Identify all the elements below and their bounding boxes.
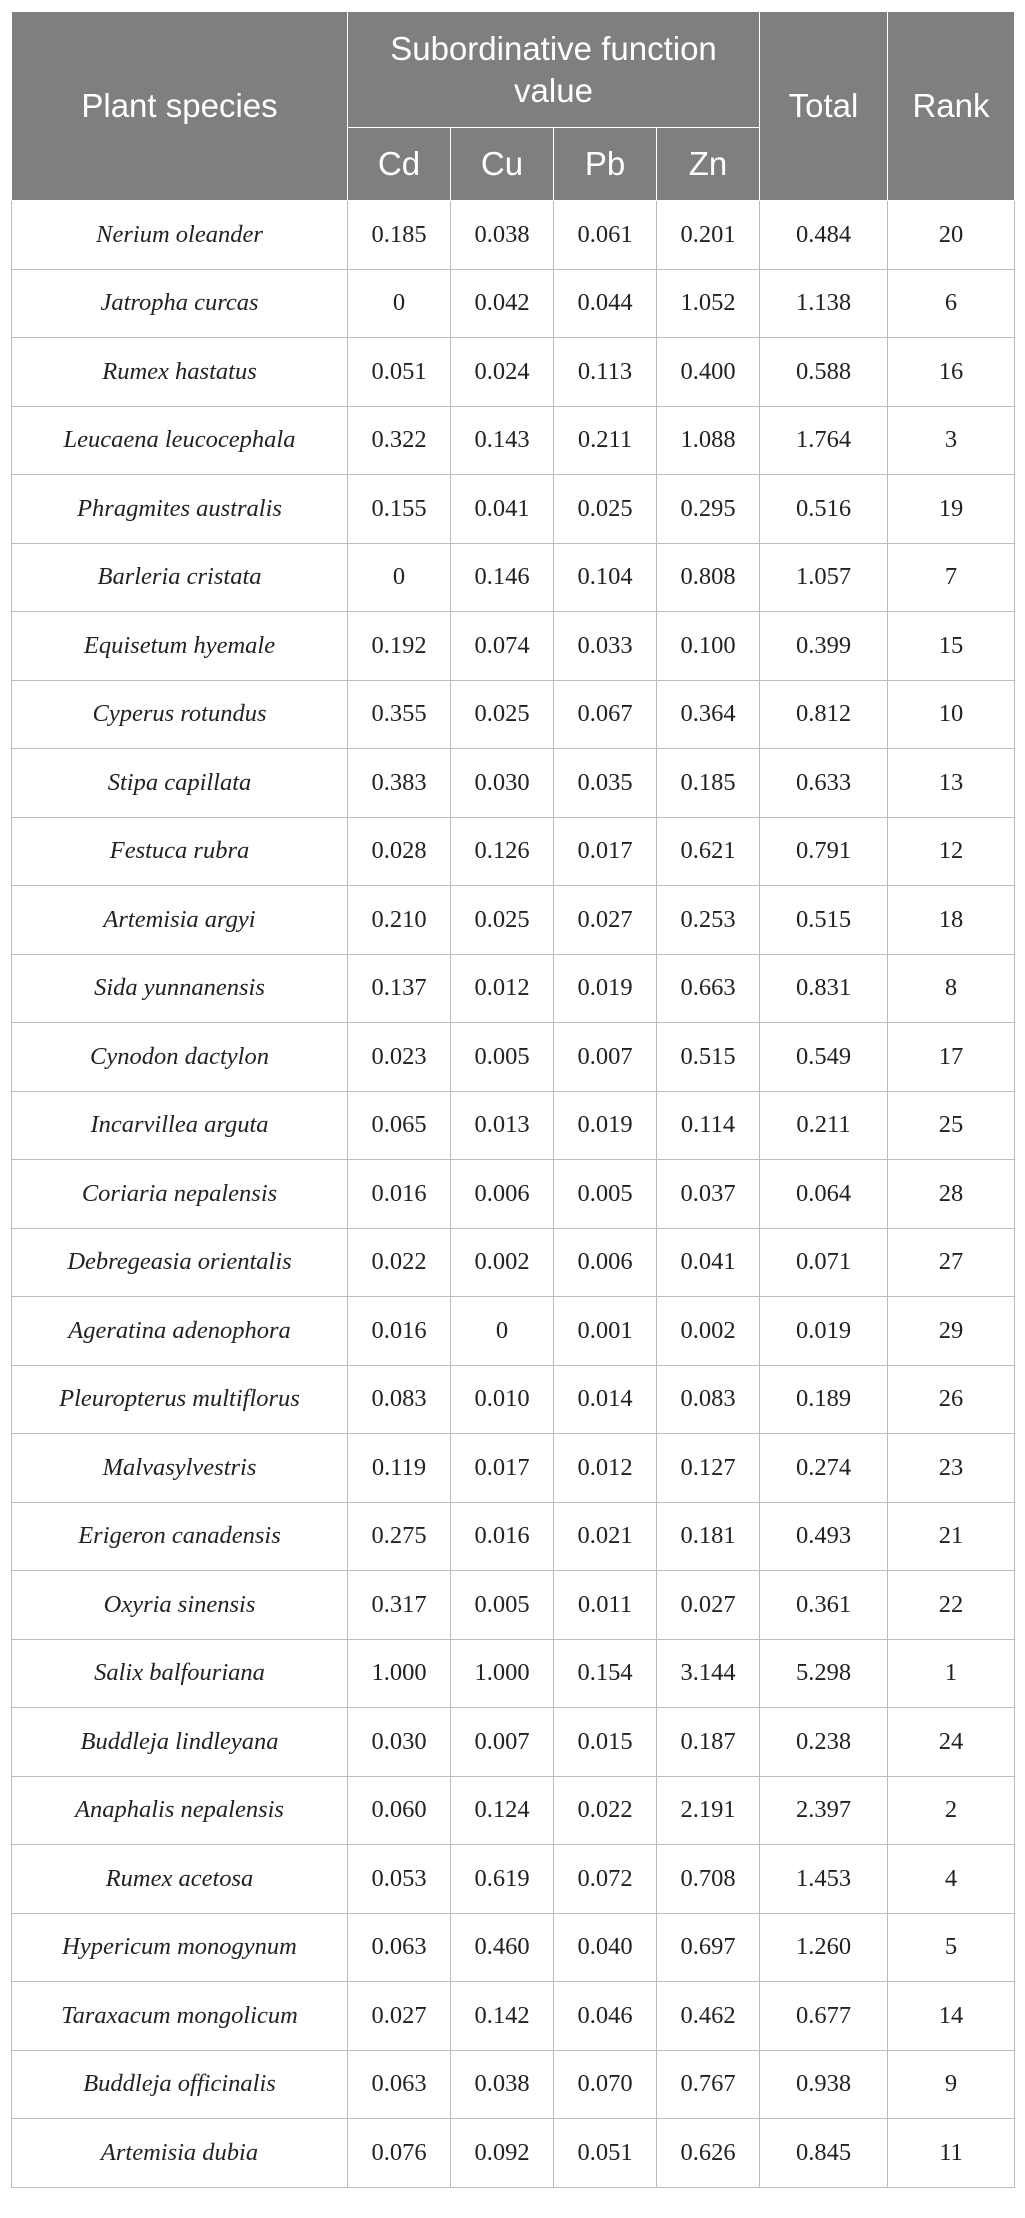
table-row [12, 543, 1015, 612]
cell-zn: 1.052 [657, 269, 760, 338]
table-row [12, 1228, 1015, 1297]
table-row [12, 2050, 1015, 2119]
cell-plant-species: Artemisia argyi [12, 886, 348, 955]
cell-cu: 0.146 [451, 543, 554, 612]
cell-rank: 7 [888, 543, 1015, 612]
table-row [12, 406, 1015, 475]
cell-plant-species: Jatropha curcas [12, 269, 348, 338]
cell-cu: 0.013 [451, 1091, 554, 1160]
cell-cu: 0.006 [451, 1160, 554, 1229]
cell-pb: 0.019 [554, 1091, 657, 1160]
data-table-container [11, 11, 1014, 2188]
cell-rank: 10 [888, 680, 1015, 749]
table-row [12, 1023, 1015, 1092]
table-body [12, 201, 1015, 2188]
cell-pb: 0.014 [554, 1365, 657, 1434]
cell-cd: 0.275 [348, 1502, 451, 1571]
cell-pb: 0.067 [554, 680, 657, 749]
cell-zn: 0.185 [657, 749, 760, 818]
cell-pb: 0.072 [554, 1845, 657, 1914]
cell-total: 0.515 [760, 886, 888, 955]
cell-total: 0.845 [760, 2119, 888, 2188]
cell-pb: 0.046 [554, 1982, 657, 2051]
cell-cu: 0.142 [451, 1982, 554, 2051]
cell-rank: 1 [888, 1639, 1015, 1708]
cell-pb: 0.061 [554, 201, 657, 270]
cell-cu: 0.010 [451, 1365, 554, 1434]
cell-rank: 21 [888, 1502, 1015, 1571]
cell-pb: 0.154 [554, 1639, 657, 1708]
cell-pb: 0.104 [554, 543, 657, 612]
cell-total: 0.831 [760, 954, 888, 1023]
cell-zn: 0.462 [657, 1982, 760, 2051]
cell-cd: 0.119 [348, 1434, 451, 1503]
table-row [12, 269, 1015, 338]
cell-plant-species: Taraxacum mongolicum [12, 1982, 348, 2051]
cell-pb: 0.017 [554, 817, 657, 886]
cell-cu: 0 [451, 1297, 554, 1366]
cell-plant-species: Festuca rubra [12, 817, 348, 886]
cell-plant-species: Sida yunnanensis [12, 954, 348, 1023]
cell-zn: 0.626 [657, 2119, 760, 2188]
cell-total: 0.791 [760, 817, 888, 886]
cell-rank: 14 [888, 1982, 1015, 2051]
cell-zn: 0.621 [657, 817, 760, 886]
cell-plant-species: Artemisia dubia [12, 2119, 348, 2188]
table-row [12, 1982, 1015, 2051]
cell-rank: 27 [888, 1228, 1015, 1297]
cell-total: 0.516 [760, 475, 888, 544]
table-row [12, 1639, 1015, 1708]
cell-total: 0.064 [760, 1160, 888, 1229]
cell-zn: 0.114 [657, 1091, 760, 1160]
cell-cu: 0.092 [451, 2119, 554, 2188]
cell-total: 0.549 [760, 1023, 888, 1092]
cell-cd: 0.192 [348, 612, 451, 681]
cell-zn: 0.663 [657, 954, 760, 1023]
cell-plant-species: Stipa capillata [12, 749, 348, 818]
cell-cu: 0.042 [451, 269, 554, 338]
cell-rank: 13 [888, 749, 1015, 818]
cell-cd: 0.155 [348, 475, 451, 544]
cell-cu: 0.025 [451, 886, 554, 955]
table-row [12, 954, 1015, 1023]
cell-cd: 0.051 [348, 338, 451, 407]
cell-cu: 0.025 [451, 680, 554, 749]
cell-cd: 0.083 [348, 1365, 451, 1434]
cell-total: 1.764 [760, 406, 888, 475]
cell-pb: 0.027 [554, 886, 657, 955]
cell-plant-species: Debregeasia orientalis [12, 1228, 348, 1297]
cell-cd: 0.210 [348, 886, 451, 955]
cell-cu: 0.024 [451, 338, 554, 407]
cell-cu: 0.002 [451, 1228, 554, 1297]
cell-pb: 0.005 [554, 1160, 657, 1229]
cell-pb: 0.011 [554, 1571, 657, 1640]
cell-rank: 19 [888, 475, 1015, 544]
cell-rank: 15 [888, 612, 1015, 681]
cell-zn: 3.144 [657, 1639, 760, 1708]
cell-plant-species: Coriaria nepalensis [12, 1160, 348, 1229]
cell-zn: 0.808 [657, 543, 760, 612]
cell-cd: 0.023 [348, 1023, 451, 1092]
cell-zn: 0.708 [657, 1845, 760, 1914]
cell-zn: 0.253 [657, 886, 760, 955]
cell-rank: 2 [888, 1776, 1015, 1845]
cell-rank: 11 [888, 2119, 1015, 2188]
cell-total: 0.071 [760, 1228, 888, 1297]
cell-pb: 0.211 [554, 406, 657, 475]
cell-total: 2.397 [760, 1776, 888, 1845]
cell-plant-species: Incarvillea arguta [12, 1091, 348, 1160]
cell-cd: 0.016 [348, 1160, 451, 1229]
cell-rank: 24 [888, 1708, 1015, 1777]
cell-cd: 0.063 [348, 2050, 451, 2119]
cell-cd: 0 [348, 269, 451, 338]
cell-rank: 25 [888, 1091, 1015, 1160]
cell-plant-species: Rumex hastatus [12, 338, 348, 407]
cell-plant-species: Anaphalis nepalensis [12, 1776, 348, 1845]
cell-cd: 0.137 [348, 954, 451, 1023]
header-pb: Pb [554, 128, 657, 201]
cell-cd: 0.016 [348, 1297, 451, 1366]
cell-pb: 0.025 [554, 475, 657, 544]
cell-cd: 0.355 [348, 680, 451, 749]
cell-zn: 0.027 [657, 1571, 760, 1640]
cell-cd: 0.383 [348, 749, 451, 818]
cell-cu: 0.619 [451, 1845, 554, 1914]
cell-rank: 20 [888, 201, 1015, 270]
cell-pb: 0.015 [554, 1708, 657, 1777]
cell-rank: 28 [888, 1160, 1015, 1229]
cell-plant-species: Buddleja lindleyana [12, 1708, 348, 1777]
cell-cd: 0.030 [348, 1708, 451, 1777]
table-header [12, 12, 1015, 201]
header-total: Total [760, 12, 888, 201]
cell-rank: 17 [888, 1023, 1015, 1092]
cell-cu: 0.007 [451, 1708, 554, 1777]
table-row [12, 1160, 1015, 1229]
cell-zn: 1.088 [657, 406, 760, 475]
subordinative-function-table [11, 11, 1015, 2188]
cell-rank: 6 [888, 269, 1015, 338]
table-row [12, 2119, 1015, 2188]
cell-cu: 0.030 [451, 749, 554, 818]
cell-total: 0.588 [760, 338, 888, 407]
cell-pb: 0.007 [554, 1023, 657, 1092]
cell-rank: 22 [888, 1571, 1015, 1640]
cell-zn: 0.041 [657, 1228, 760, 1297]
cell-zn: 0.100 [657, 612, 760, 681]
cell-rank: 3 [888, 406, 1015, 475]
cell-plant-species: Barleria cristata [12, 543, 348, 612]
cell-zn: 0.515 [657, 1023, 760, 1092]
cell-cu: 0.074 [451, 612, 554, 681]
header-cu: Cu [451, 128, 554, 201]
cell-total: 0.493 [760, 1502, 888, 1571]
cell-pb: 0.021 [554, 1502, 657, 1571]
cell-pb: 0.035 [554, 749, 657, 818]
cell-cd: 0.053 [348, 1845, 451, 1914]
cell-zn: 0.697 [657, 1913, 760, 1982]
cell-total: 0.812 [760, 680, 888, 749]
cell-cd: 0.027 [348, 1982, 451, 2051]
cell-cd: 0.065 [348, 1091, 451, 1160]
header-cd: Cd [348, 128, 451, 201]
cell-cd: 0.076 [348, 2119, 451, 2188]
cell-zn: 0.002 [657, 1297, 760, 1366]
table-row [12, 1571, 1015, 1640]
table-row [12, 680, 1015, 749]
cell-cu: 0.460 [451, 1913, 554, 1982]
table-row [12, 1502, 1015, 1571]
cell-plant-species: Equisetum hyemale [12, 612, 348, 681]
cell-pb: 0.051 [554, 2119, 657, 2188]
cell-total: 1.453 [760, 1845, 888, 1914]
table-row [12, 817, 1015, 886]
cell-pb: 0.033 [554, 612, 657, 681]
cell-total: 0.399 [760, 612, 888, 681]
cell-plant-species: Ageratina adenophora [12, 1297, 348, 1366]
cell-total: 0.484 [760, 201, 888, 270]
cell-total: 0.938 [760, 2050, 888, 2119]
table-row [12, 1708, 1015, 1777]
cell-cd: 0.322 [348, 406, 451, 475]
cell-pb: 0.070 [554, 2050, 657, 2119]
cell-pb: 0.012 [554, 1434, 657, 1503]
cell-total: 0.238 [760, 1708, 888, 1777]
cell-total: 0.211 [760, 1091, 888, 1160]
cell-zn: 0.400 [657, 338, 760, 407]
table-row [12, 1365, 1015, 1434]
cell-plant-species: Cyperus rotundus [12, 680, 348, 749]
cell-pb: 0.113 [554, 338, 657, 407]
cell-plant-species: Phragmites australis [12, 475, 348, 544]
table-row [12, 612, 1015, 681]
cell-pb: 0.044 [554, 269, 657, 338]
table-row [12, 475, 1015, 544]
cell-cu: 0.038 [451, 201, 554, 270]
cell-cu: 0.017 [451, 1434, 554, 1503]
cell-rank: 18 [888, 886, 1015, 955]
cell-rank: 4 [888, 1845, 1015, 1914]
table-row [12, 201, 1015, 270]
cell-zn: 0.187 [657, 1708, 760, 1777]
cell-cu: 0.038 [451, 2050, 554, 2119]
cell-total: 0.633 [760, 749, 888, 818]
cell-total: 0.189 [760, 1365, 888, 1434]
cell-cu: 1.000 [451, 1639, 554, 1708]
cell-zn: 0.201 [657, 201, 760, 270]
cell-rank: 9 [888, 2050, 1015, 2119]
cell-zn: 0.364 [657, 680, 760, 749]
cell-rank: 16 [888, 338, 1015, 407]
cell-pb: 0.040 [554, 1913, 657, 1982]
cell-total: 1.260 [760, 1913, 888, 1982]
header-plant-species: Plant species [12, 12, 348, 201]
cell-rank: 29 [888, 1297, 1015, 1366]
table-row [12, 338, 1015, 407]
cell-pb: 0.006 [554, 1228, 657, 1297]
cell-plant-species: Cynodon dactylon [12, 1023, 348, 1092]
cell-plant-species: Oxyria sinensis [12, 1571, 348, 1640]
table-row [12, 886, 1015, 955]
cell-cu: 0.005 [451, 1023, 554, 1092]
cell-zn: 0.767 [657, 2050, 760, 2119]
cell-zn: 0.295 [657, 475, 760, 544]
cell-cd: 0.028 [348, 817, 451, 886]
cell-cd: 0.185 [348, 201, 451, 270]
table-row [12, 1845, 1015, 1914]
cell-plant-species: Salix balfouriana [12, 1639, 348, 1708]
cell-total: 0.677 [760, 1982, 888, 2051]
cell-rank: 8 [888, 954, 1015, 1023]
table-row [12, 1297, 1015, 1366]
cell-zn: 2.191 [657, 1776, 760, 1845]
cell-cu: 0.016 [451, 1502, 554, 1571]
cell-plant-species: Leucaena leucocephala [12, 406, 348, 475]
table-row [12, 1913, 1015, 1982]
cell-zn: 0.181 [657, 1502, 760, 1571]
cell-plant-species: Hypericum monogynum [12, 1913, 348, 1982]
header-subordinative-function-value: Subordinative function value [348, 12, 760, 128]
cell-cu: 0.124 [451, 1776, 554, 1845]
cell-rank: 12 [888, 817, 1015, 886]
cell-cd: 0 [348, 543, 451, 612]
cell-zn: 0.127 [657, 1434, 760, 1503]
cell-cu: 0.041 [451, 475, 554, 544]
cell-pb: 0.022 [554, 1776, 657, 1845]
cell-rank: 26 [888, 1365, 1015, 1434]
cell-total: 1.138 [760, 269, 888, 338]
cell-total: 5.298 [760, 1639, 888, 1708]
cell-pb: 0.019 [554, 954, 657, 1023]
cell-plant-species: Buddleja officinalis [12, 2050, 348, 2119]
table-row [12, 1776, 1015, 1845]
cell-pb: 0.001 [554, 1297, 657, 1366]
table-row [12, 749, 1015, 818]
cell-total: 0.274 [760, 1434, 888, 1503]
cell-plant-species: Malvasylvestris [12, 1434, 348, 1503]
cell-cd: 0.060 [348, 1776, 451, 1845]
header-rank: Rank [888, 12, 1015, 201]
cell-total: 0.361 [760, 1571, 888, 1640]
cell-cd: 1.000 [348, 1639, 451, 1708]
cell-zn: 0.037 [657, 1160, 760, 1229]
table-row [12, 1434, 1015, 1503]
cell-plant-species: Pleuropterus multiflorus [12, 1365, 348, 1434]
header-zn: Zn [657, 128, 760, 201]
cell-cu: 0.126 [451, 817, 554, 886]
cell-plant-species: Nerium oleander [12, 201, 348, 270]
cell-total: 0.019 [760, 1297, 888, 1366]
cell-cd: 0.317 [348, 1571, 451, 1640]
cell-total: 1.057 [760, 543, 888, 612]
cell-rank: 5 [888, 1913, 1015, 1982]
cell-cu: 0.005 [451, 1571, 554, 1640]
cell-zn: 0.083 [657, 1365, 760, 1434]
cell-plant-species: Erigeron canadensis [12, 1502, 348, 1571]
cell-cu: 0.012 [451, 954, 554, 1023]
table-row [12, 1091, 1015, 1160]
cell-rank: 23 [888, 1434, 1015, 1503]
cell-cd: 0.022 [348, 1228, 451, 1297]
cell-cd: 0.063 [348, 1913, 451, 1982]
cell-cu: 0.143 [451, 406, 554, 475]
cell-plant-species: Rumex acetosa [12, 1845, 348, 1914]
